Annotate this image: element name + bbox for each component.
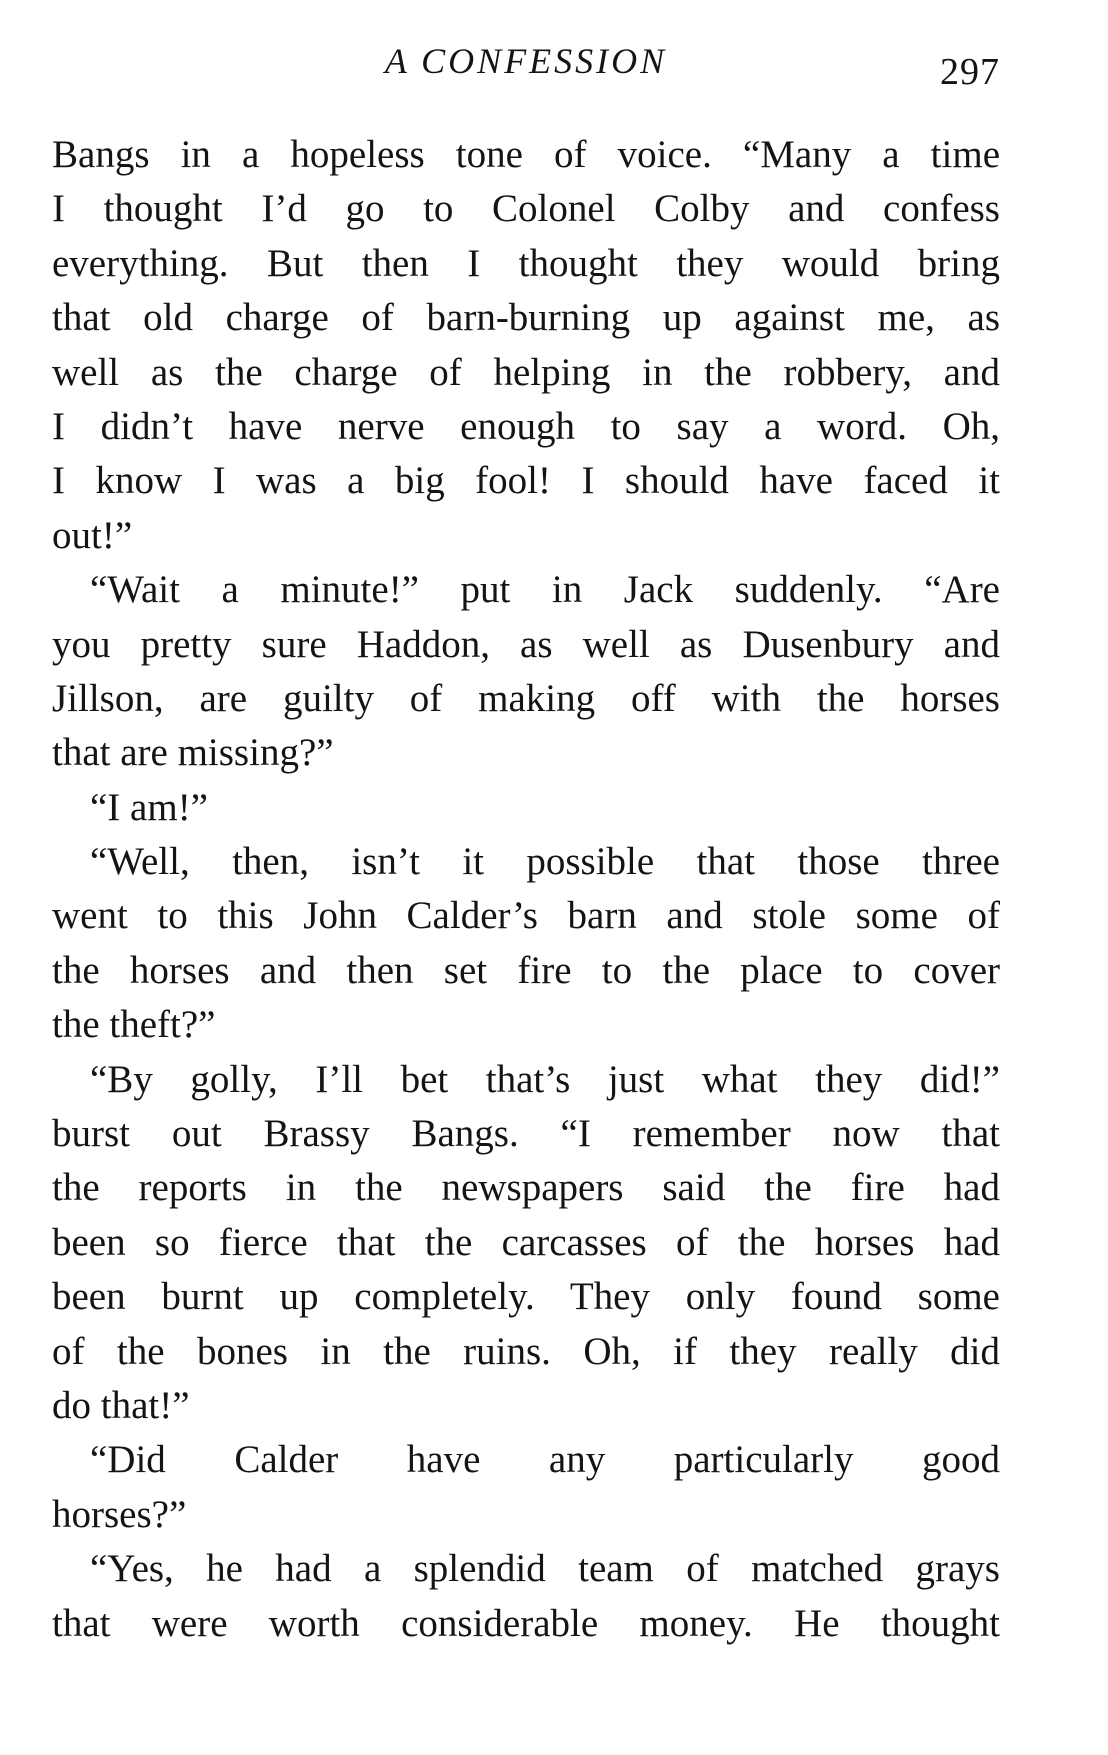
- text-line: that are missing?”: [52, 731, 334, 775]
- text-line: “Well, then, isn’t it possible that those three: [90, 840, 1000, 884]
- text-line: “Yes, he had a splendid team of matched grays: [90, 1547, 1000, 1591]
- text-line: the horses and then set fire to the place to cover: [52, 948, 1000, 992]
- text-line: been burnt up completely. They only found some: [52, 1275, 1000, 1319]
- text-line: went to this John Calder’s barn and stole some of: [52, 894, 1000, 938]
- text-line: everything. But then I thought they would bring: [52, 241, 1000, 285]
- text-line: out!”: [52, 513, 133, 557]
- text-line: “Did Calder have any particularly good: [90, 1438, 1000, 1482]
- text-line: well as the charge of helping in the robbery, and: [52, 350, 1000, 394]
- running-title: A CONFESSION: [384, 41, 668, 81]
- text-line: I know I was a big fool! I should have faced it: [52, 459, 1000, 503]
- text-line: I thought I’d go to Colonel Colby and confess: [52, 187, 1000, 231]
- text-line: been so fierce that the carcasses of the horses had: [52, 1220, 1000, 1264]
- text-line: horses?”: [52, 1492, 187, 1536]
- text-line: Jillson, are guilty of making off with the horses: [52, 676, 1000, 720]
- text-line: that were worth considerable money. He thought: [52, 1601, 1000, 1645]
- body-text: [52, 128, 1000, 1651]
- text-line: the theft?”: [52, 1003, 216, 1047]
- text-line: of the bones in the ruins. Oh, if they really did: [52, 1329, 1000, 1373]
- running-head: [52, 36, 1000, 96]
- text-line: “By golly, I’ll bet that’s just what they did!”: [90, 1057, 1000, 1101]
- text-line: that old charge of barn-burning up against me, as: [52, 296, 1000, 340]
- text-line: “Wait a minute!” put in Jack suddenly. “Are: [90, 568, 1000, 612]
- text-line: burst out Brassy Bangs. “I remember now that: [52, 1112, 1000, 1156]
- text-line: “I am!”: [90, 785, 208, 829]
- text-line: you pretty sure Haddon, as well as Dusenbury and: [52, 622, 1000, 666]
- text-line: I didn’t have nerve enough to say a word. Oh,: [52, 404, 1000, 448]
- text-line: Bangs in a hopeless tone of voice. “Many a time: [52, 133, 1000, 176]
- text-line: do that!”: [52, 1383, 190, 1427]
- page-number: 297: [940, 51, 1000, 93]
- text-line: the reports in the newspapers said the fire had: [52, 1166, 1000, 1210]
